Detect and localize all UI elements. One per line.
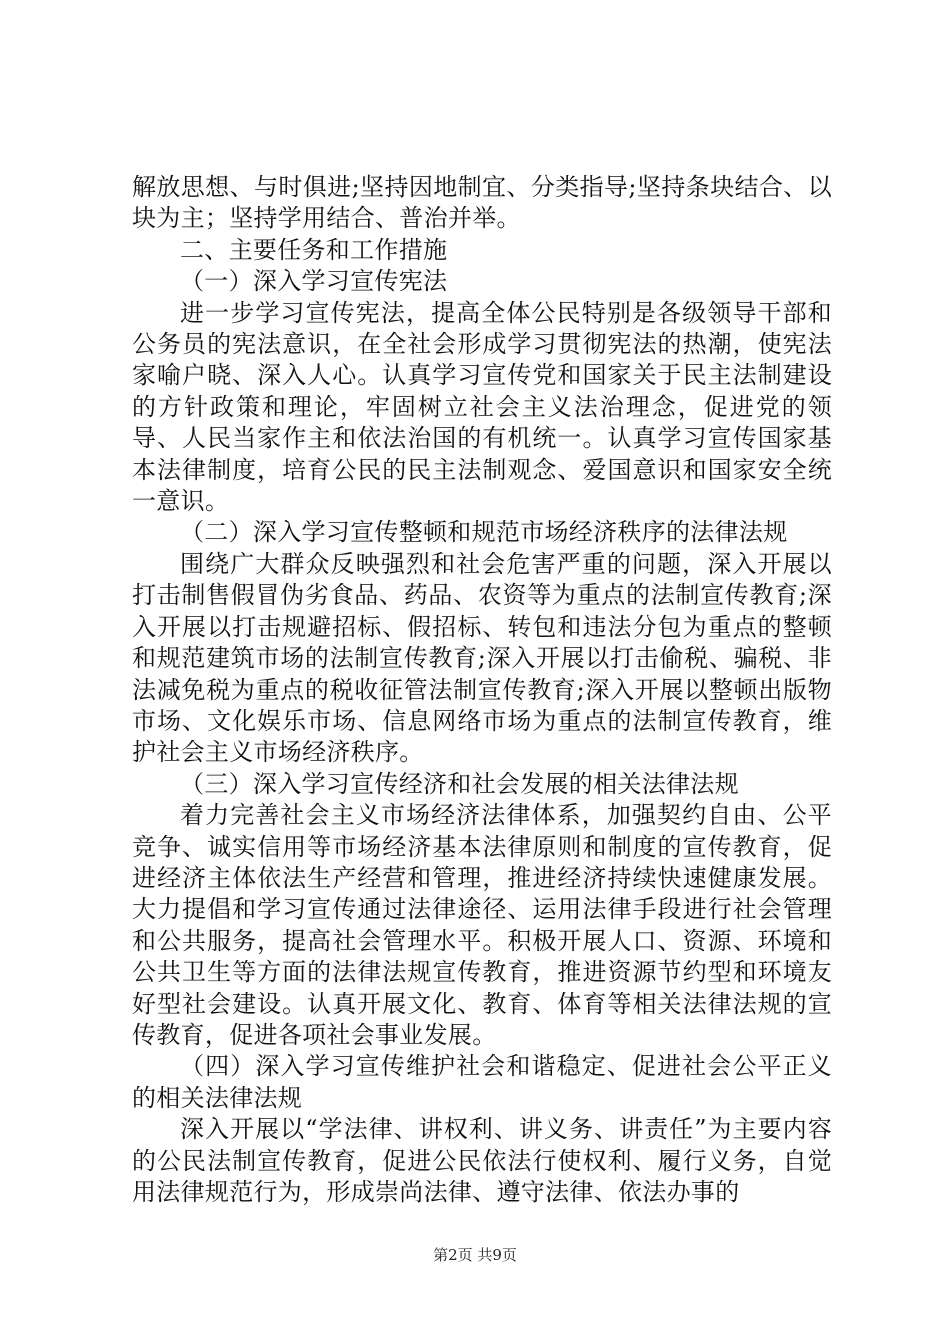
body-paragraph: 着力完善社会主义市场经济法律体系，加强契约自由、公平竞争、诚实信用等市场经济基本法律原则和制度的宣传教育，促进经济主体依法生产经营和管理，推进经济持续快速健康发展。大力提倡和学习宣传通过法律途径、运用法律手段进行社会管理和公共服务，提高社会管理水平。积极开展人口、资源、环境和公共卫生等方面的法律法规宣传教育，推进资源节约型和环境友好型社会建设。认真开展文化、教育、体育等相关法律法规的宣传教育，促进各项社会事业发展。 (132, 801, 832, 1049)
subsection-heading: （四）深入学习宣传维护社会和谐稳定、促进社会公平正义的相关法律法规 (132, 1052, 832, 1112)
document-body (132, 172, 832, 1208)
section-heading: 二、主要任务和工作措施 (180, 235, 448, 264)
paragraph-continuation: 解放思想、与时俱进;坚持因地制宜、分类指导;坚持条块结合、以块为主；坚持学用结合、普治并举。 (132, 173, 832, 233)
body-paragraph: 围绕广大群众反映强烈和社会危害严重的问题，深入开展以打击制售假冒伪劣食品、药品、农资等为重点的法制宣传教育;深入开展以打击规避招标、假招标、转包和违法分包为重点的整顿和规范建筑市场的法制宣传教育;深入开展以打击偷税、骗税、非法减免税为重点的税收征管法制宣传教育;深入开展以整顿出版物市场、文化娱乐市场、信息网络市场为重点的法制宣传教育，维护社会主义市场经济秩序。 (132, 549, 832, 767)
subsection-heading: （一）深入学习宣传宪法 (180, 267, 448, 296)
body-paragraph: 进一步学习宣传宪法，提高全体公民特别是各级领导干部和公务员的宪法意识，在全社会形成学习贯彻宪法的热潮，使宪法家喻户晓、深入人心。认真学习宣传党和国家关于民主法制建设的方针政策和理论，牢固树立社会主义法治理念，促进党的领导、人民当家作主和依法治国的有机统一。认真学习宣传国家基本法律制度，培育公民的民主法制观念、爱国意识和国家安全统一意识。 (132, 298, 832, 516)
body-paragraph: 深入开展以“学法律、讲权利、讲义务、讲责任”为主要内容的公民法制宣传教育，促进公民依法行使权利、履行义务，自觉用法律规范行为，形成崇尚法律、遵守法律、依法办事的 (132, 1115, 832, 1206)
subsection-heading: （三）深入学习宣传经济和社会发展的相关法律法规 (180, 769, 739, 798)
page-number: 第2页 共9页 (433, 1246, 517, 1264)
page-footer (0, 1244, 950, 1265)
subsection-heading: （二）深入学习宣传整顿和规范市场经济秩序的法律法规 (180, 518, 788, 547)
